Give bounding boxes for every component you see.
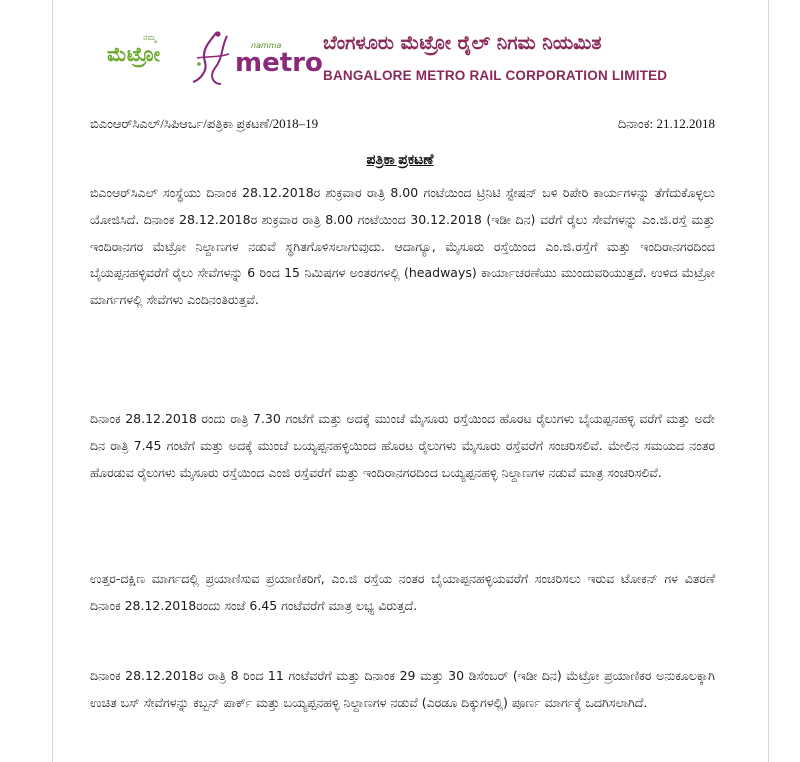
paragraph-1: ಬಿಎಂಆರ್‌ಸಿಎಲ್ ಸಂಸ್ಥೆಯು ದಿನಾಂಕ 28.12.2018ರ ಶುಕ್ರವಾರ ರಾತ್ರಿ 8.00 ಗಂಟೆಯಿಂದ ಟ್ರಿನಿಟಿ ಸ್ಟೇಷನ್ ಬಳಿ ರಿಪೇರಿ ಕಾರ್ಯಗಳನ್ನು ತೆಗೆದುಕೊಳ್ಳಲು ಯೋಜಿಸಿದೆ. ದಿನಾಂಕ 28.12.2018ರ ಶುಕ್ರವಾರ ರಾತ್ರಿ 8.00 ಗಂಟೆಯಿಂದ 30.12.2018 (ಇಡೀ ದಿನ) ವರೆಗೆ ರೈಲು ಸೇವೆಗಳನ್ನು ಎಂ.ಜಿ.ರಸ್ತೆ ಮತ್ತು ಇಂದಿರಾನಗರ ಮೆಟ್ರೋ ನಿಲ್ದಾಣಗಳ ನಡುವೆ ಸ್ಥಗಿತಗೊಳಿಸಲಾಗುವುದು. ಆದಾಗ್ಯೂ, ಮೈಸೂರು ರಸ್ತೆಯಿಂದ ಎಂ.ಜಿ.ರಸ್ತೆಗೆ ಮತ್ತು ಇಂದಿರಾನಗರದಿಂದ ಬೈಯಪ್ಪನಹಳ್ಳಿವರೆಗೆ ರೈಲು ಸೇವೆಗಳನ್ನು 6 ರಿಂದ 15 ನಿಮಿಷಗಳ ಅಂತರಗಳಲ್ಲಿ (headways) ಕಾರ್ಯಾಚರಣೆಯು ಮುಂದುವರಿಯುತ್ತದೆ. ಉಳಿದ ಮೆಟ್ರೋ ಮಾರ್ಗಗಳಲ್ಲಿ ಸೇವೆಗಳು ಎಂದಿನಂತಿರುತ್ತವೆ. [90, 185, 715, 308]
letterhead [105, 24, 725, 94]
logo-namma-english: namma [251, 41, 282, 50]
metro-swirl-icon [187, 28, 237, 88]
paragraph-3: ಉತ್ತರ-ದಕ್ಷಿಣ ಮಾರ್ಗದಲ್ಲಿ ಪ್ರಯಾಣಿಸುವ ಪ್ರಯಾಣಿಕರಿಗೆ, ಎಂ.ಜಿ ರಸ್ತೆಯ ನಂತರ ಬೈಯಾಪ್ಪನಹಳ್ಳಿಯವರೆಗೆ ಸಂಚರಿಸಲು ಇರುವ ಟೋಕನ್ ಗಳ ವಿತರಣೆ ದಿನಾಂಕ 28.12.2018ರಂದು ಸಂಜೆ 6.45 ಗಂಟೆವರೆಗೆ ಮಾತ್ರ ಲಭ್ಯ ವಿರುತ್ತದೆ. [90, 571, 715, 613]
org-name-kannada: ಬೆಂಗಳೂರು ಮೆಟ್ರೋ ರೈಲ್ ನಿಗಮ ನಿಯಮಿತ [323, 32, 602, 54]
logo-metro-english: metro [235, 48, 323, 78]
document-date: ದಿನಾಂಕ: 21.12.2018 [617, 116, 715, 131]
paragraph-4: ದಿನಾಂಕ 28.12.2018ರ ರಾತ್ರಿ 8 ರಿಂದ 11 ಗಂಟೆವರೆಗೆ ಮತ್ತು ದಿನಾಂಕ 29 ಮತ್ತು 30 ಡಿಸೆಂಬರ್ (ಇಡೀ ದಿನ) ಮೆಟ್ರೋ ಪ್ರಯಾಣಿಕರ ಅನುಕೂಲಕ್ಕಾಗಿ ಉಚಿತ ಬಸ್ ಸೇವೆಗಳನ್ನು ಕಬ್ಬನ್ ಪಾರ್ಕ್ ಮತ್ತು ಬಯ್ಯಪ್ಪನಹಳ್ಳಿ ನಿಲ್ದಾಣಗಳ ನಡುವೆ (ಎರಡೂ ದಿಕ್ಕುಗಳಲ್ಲಿ) ಪೂರ್ಣ ಮಾರ್ಗಕ್ಕೆ ಒದಗಿಸಲಾಗಿದೆ. [90, 668, 715, 710]
org-name-english: BANGALORE METRO RAIL CORPORATION LIMITED [323, 68, 668, 83]
page-edge-left [52, 0, 53, 762]
logo-namma-kannada: ನಮ್ಮ [143, 33, 157, 42]
paragraph-2: ದಿನಾಂಕ 28.12.2018 ರಂದು ರಾತ್ರಿ 7.30 ಗಂಟೆಗೆ ಮತ್ತು ಅದಕ್ಕೆ ಮುಂಚೆ ಮೈಸೂರು ರಸ್ತೆಯಿಂದ ಹೊರಟ ರೈಲುಗಳು ಬೈಯಪ್ಪನಹಳ್ಳಿ ವರೆಗೆ ಮತ್ತು ಅದೇ ದಿನ ರಾತ್ರಿ 7.45 ಗಂಟೆಗೆ ಮತ್ತು ಅದಕ್ಕೆ ಮುಂಚೆ ಬಯ್ಯಪ್ಪನಹಳ್ಳಿಯಿಂದ ಹೊರಟ ರೈಲುಗಳು ಮೈಸೂರು ರಸ್ತೆವರೆಗೆ ಸಂಚರಿಸಲಿವೆ. ಮೇಲಿನ ಸಮಯದ ನಂತರ ಹೊರಡುವ ರೈಲುಗಳು ಮೈಸೂರು ರಸ್ತೆಯಿಂದ ಎಂಜಿ ರಸ್ತೆವರೆಗೆ ಮತ್ತು ಇಂದಿರಾನಗರದಿಂದ ಬಯ್ಯಪ್ಪನಹಳ್ಳಿ ನಿಲ್ದಾಣಗಳ ನಡುವೆ ಮಾತ್ರ ಸಂಚರಿಸಲಿವೆ. [90, 411, 715, 480]
document-title [0, 153, 800, 169]
document-title-text: ಪತ್ರಿಕಾ ಪ್ರಕಟಣೆ [366, 153, 434, 168]
logo-metro-kannada: ಮೆಟ್ರೋ [107, 42, 161, 66]
page-edge-right [768, 0, 769, 762]
reference-number: ಬಿಎಂಆರ್‌ಸಿಎಲ್/ಸಿಪಿಆರ್ಒ/ಪತ್ರಿಕಾ ಪ್ರಕಟಣೆ/2018–19 [90, 116, 319, 131]
namma-metro-logo [105, 28, 323, 88]
